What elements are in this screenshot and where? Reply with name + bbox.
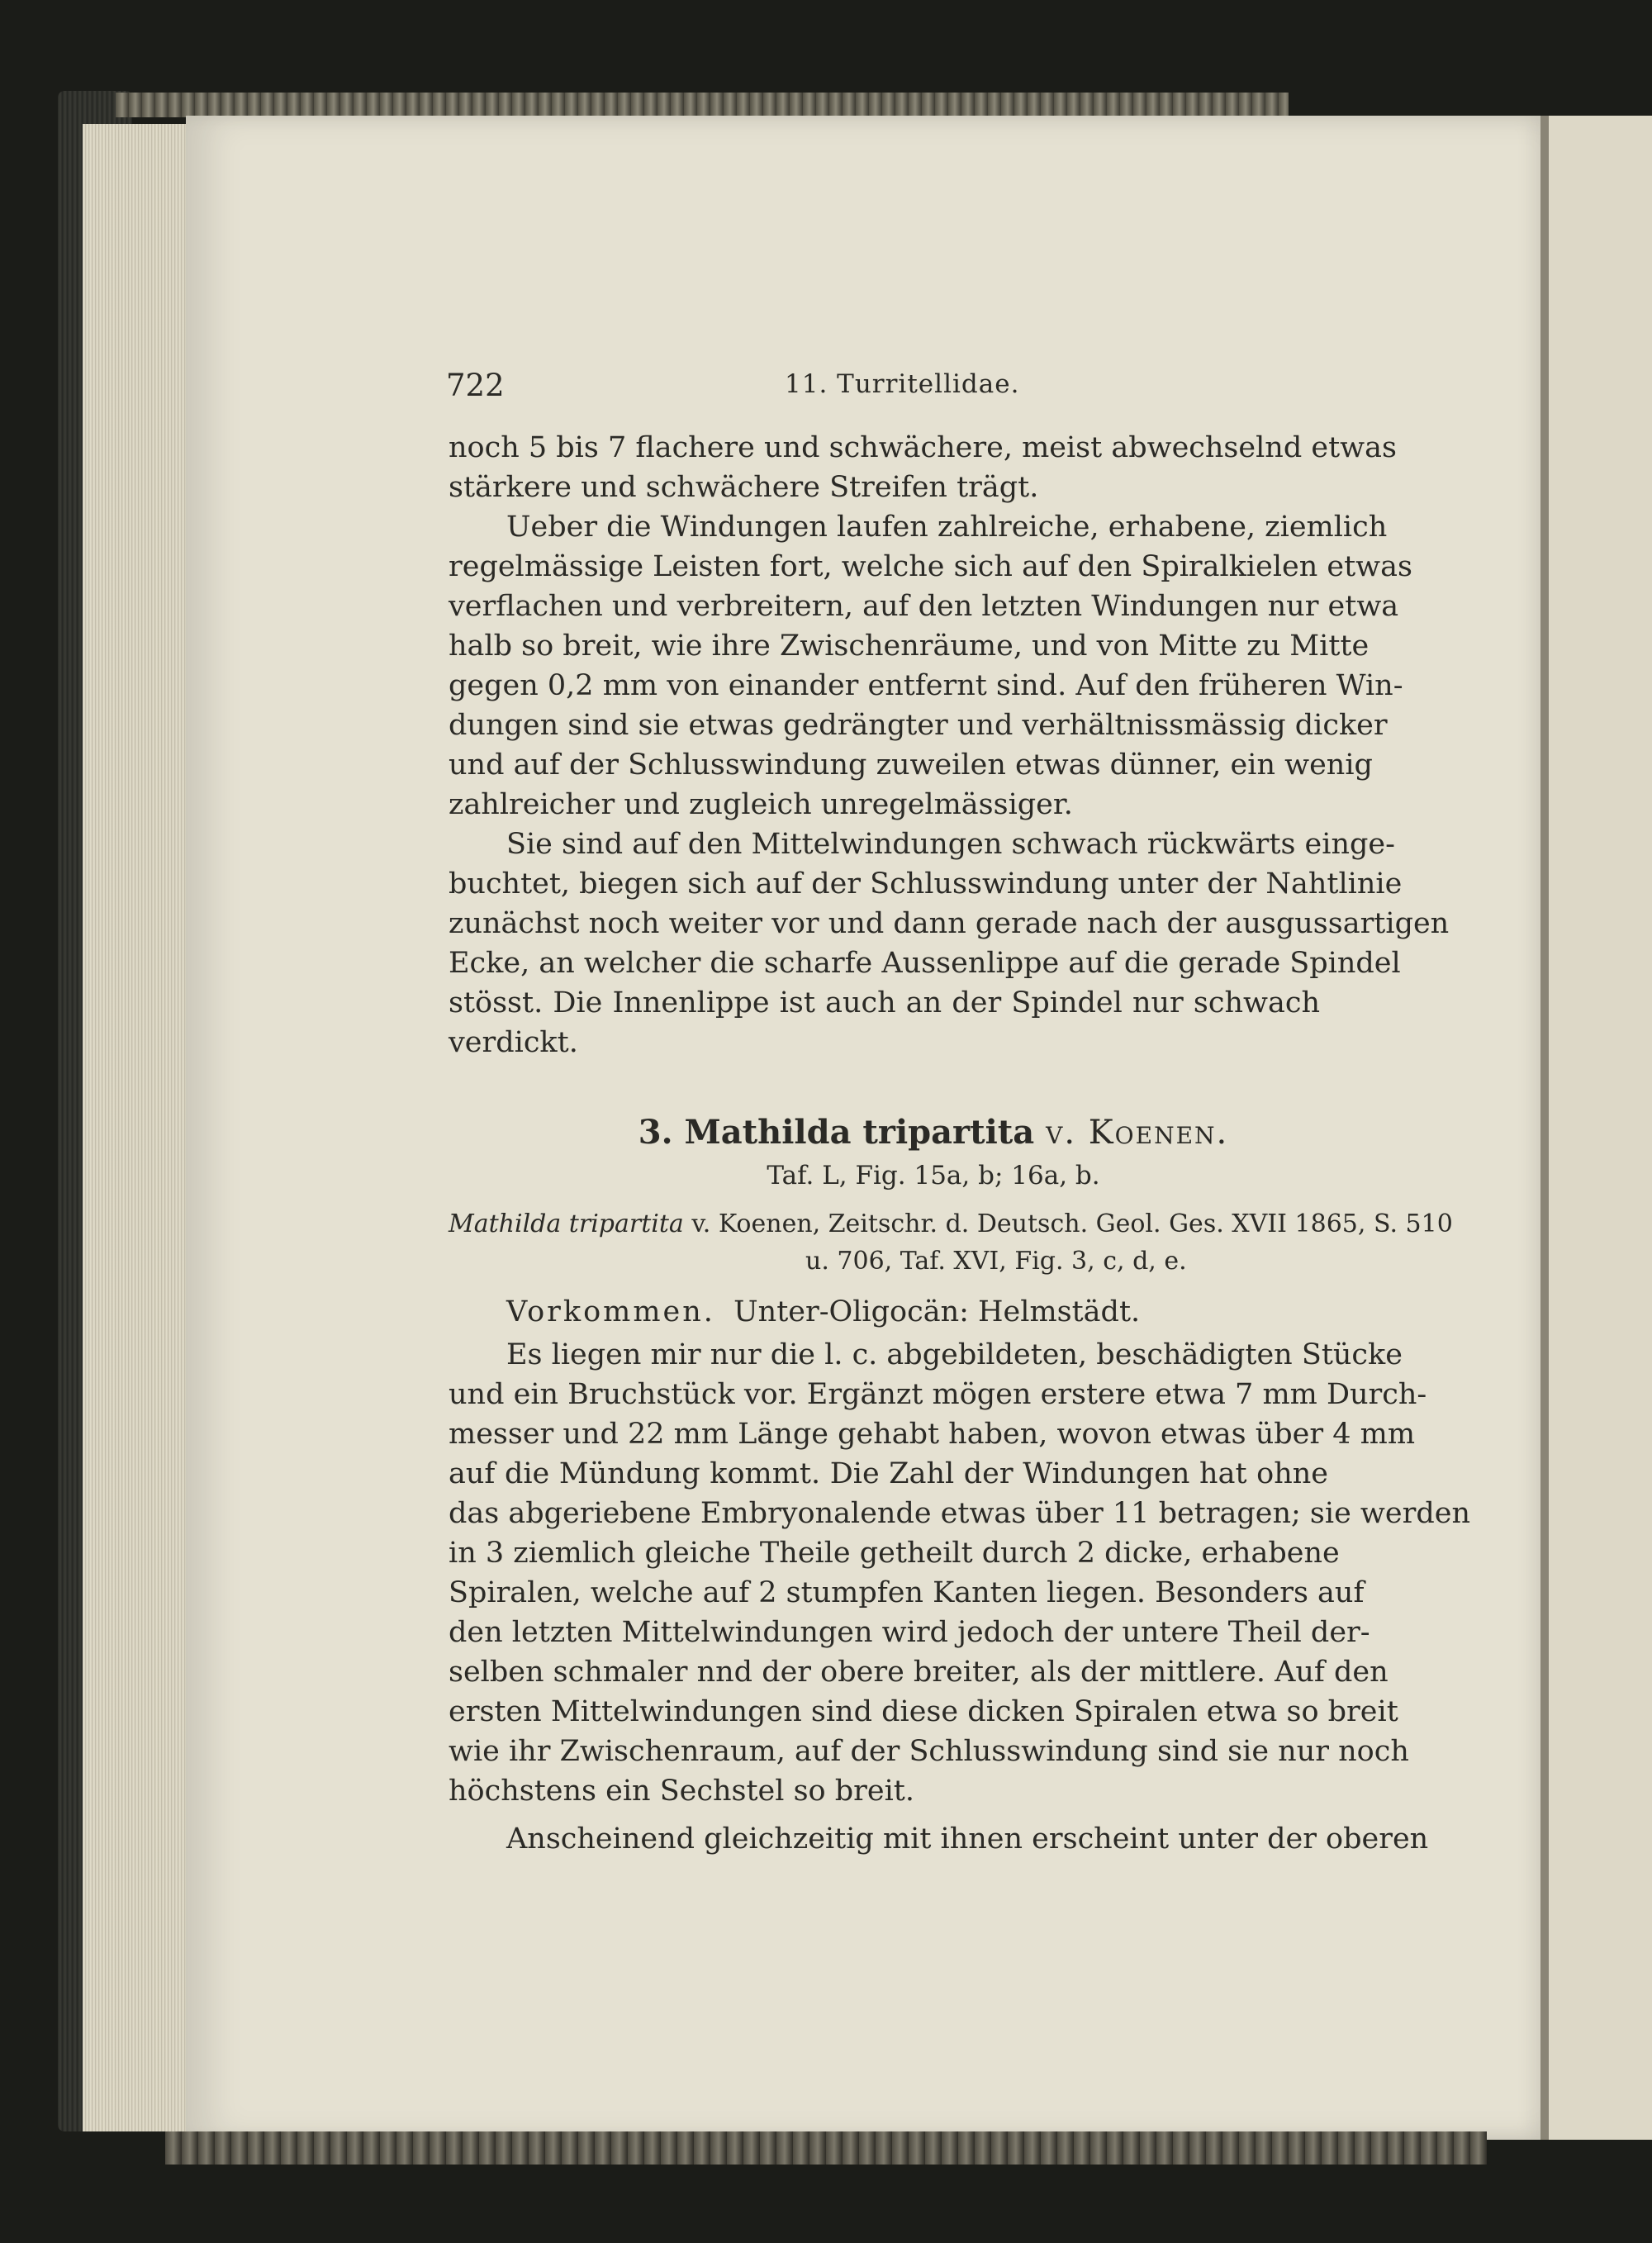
text-line: stösst. Die Innenlippe ist auch an der Spindel nur schwach [449,986,1320,1019]
synonymy-name: Mathilda tripartita [449,1209,684,1238]
plate-reference: Taf. L, Fig. 15a, b; 16a, b. [767,1161,1100,1190]
text-line: selben schmaler nnd der obere breiter, als der mittlere. Auf den [449,1656,1389,1689]
text-line: stärkere und schwächere Streifen trägt. [449,471,1039,504]
text-line: höchstens ein Sechstel so breit. [449,1775,914,1808]
species-name: Mathilda tripartita [684,1113,1035,1152]
text-line: auf die Mündung kommt. Die Zahl der Windungen hat ohne [449,1457,1328,1490]
occurrence [506,1295,1140,1328]
text-line: regelmässige Leisten fort, welche sich auf den Spiralkielen etwas [449,550,1412,583]
facing-page-edge [1549,116,1652,2140]
text-line: und ein Bruchstück vor. Ergänzt mögen erstere etwa 7 mm Durch- [449,1378,1427,1411]
text-line: Anscheinend gleichzeitig mit ihnen erscheint unter der oberen [506,1822,1429,1856]
book-bottom-edge [165,2131,1487,2165]
text-line: verdickt. [449,1026,578,1059]
text-line: Es liegen mir nur die l. c. abgebildeten, beschädigten Stücke [506,1338,1403,1371]
text-line: ersten Mittelwindungen sind diese dicken Spiralen etwa so breit [449,1695,1398,1728]
text-line: gegen 0,2 mm von einander entfernt sind. Auf den früheren Win- [449,669,1403,702]
text-line: Spiralen, welche auf 2 stumpfen Kanten liegen. Besonders auf [449,1576,1365,1609]
text-line: Ueber die Windungen laufen zahlreiche, erhabene, ziemlich [506,511,1388,544]
text-line: das abgeriebene Embryonalende etwas über 11 betragen; sie werden [449,1497,1470,1530]
text-line: Ecke, an welcher die scharfe Aussenlippe auf die gerade Spindel [449,947,1401,980]
occurrence-text: Unter-Oligocän: Helmstädt. [733,1295,1141,1328]
text-line: Sie sind auf den Mittelwindungen schwach rückwärts einge- [506,828,1395,861]
text-line: buchtet, biegen sich auf der Schlusswindung unter der Nahtlinie [449,867,1403,901]
species-number: 3. [638,1113,673,1152]
synonymy-line [449,1209,1453,1238]
occurrence-label: Vorkommen. [506,1295,715,1328]
text-line: wie ihr Zwischenraum, auf der Schlusswindung sind sie nur noch [449,1735,1409,1768]
text-line: in 3 ziemlich gleiche Theile getheilt durch 2 dicke, erhabene [449,1537,1340,1570]
page-number: 722 [446,368,505,403]
text-line: messer und 22 mm Länge gehabt haben, wovon etwas über 4 mm [449,1418,1416,1451]
species-heading [446,1113,1421,1152]
text-line: dungen sind sie etwas gedrängter und verhältnissmässig dicker [449,709,1388,742]
text-line: zahlreicher und zugleich unregelmässiger. [449,788,1073,821]
running-head: 11. Turritellidae. [785,369,1020,399]
synonymy-citation: v. Koenen, Zeitschr. d. Deutsch. Geol. Ges. XVII 1865, S. 510 [691,1209,1453,1238]
book-top-edge [116,93,1289,117]
text-line: den letzten Mittelwindungen wird jedoch der untere Theil der- [449,1616,1370,1649]
text-line: noch 5 bis 7 flachere und schwächere, meist abwechselnd etwas [449,431,1397,464]
page-stack [83,124,190,2131]
synonymy-line-2: u. 706, Taf. XVI, Fig. 3, c, d, e. [805,1247,1187,1276]
text-line: halb so breit, wie ihre Zwischenräume, und von Mitte zu Mitte [449,630,1370,663]
species-author: v. Koenen. [1046,1114,1229,1152]
text-line: und auf der Schlusswindung zuweilen etwas dünner, ein wenig [449,748,1373,782]
text-line: zunächst noch weiter vor und dann gerade nach der ausgussartigen [449,907,1450,940]
text-line: verflachen und verbreitern, auf den letzten Windungen nur etwa [449,590,1399,623]
